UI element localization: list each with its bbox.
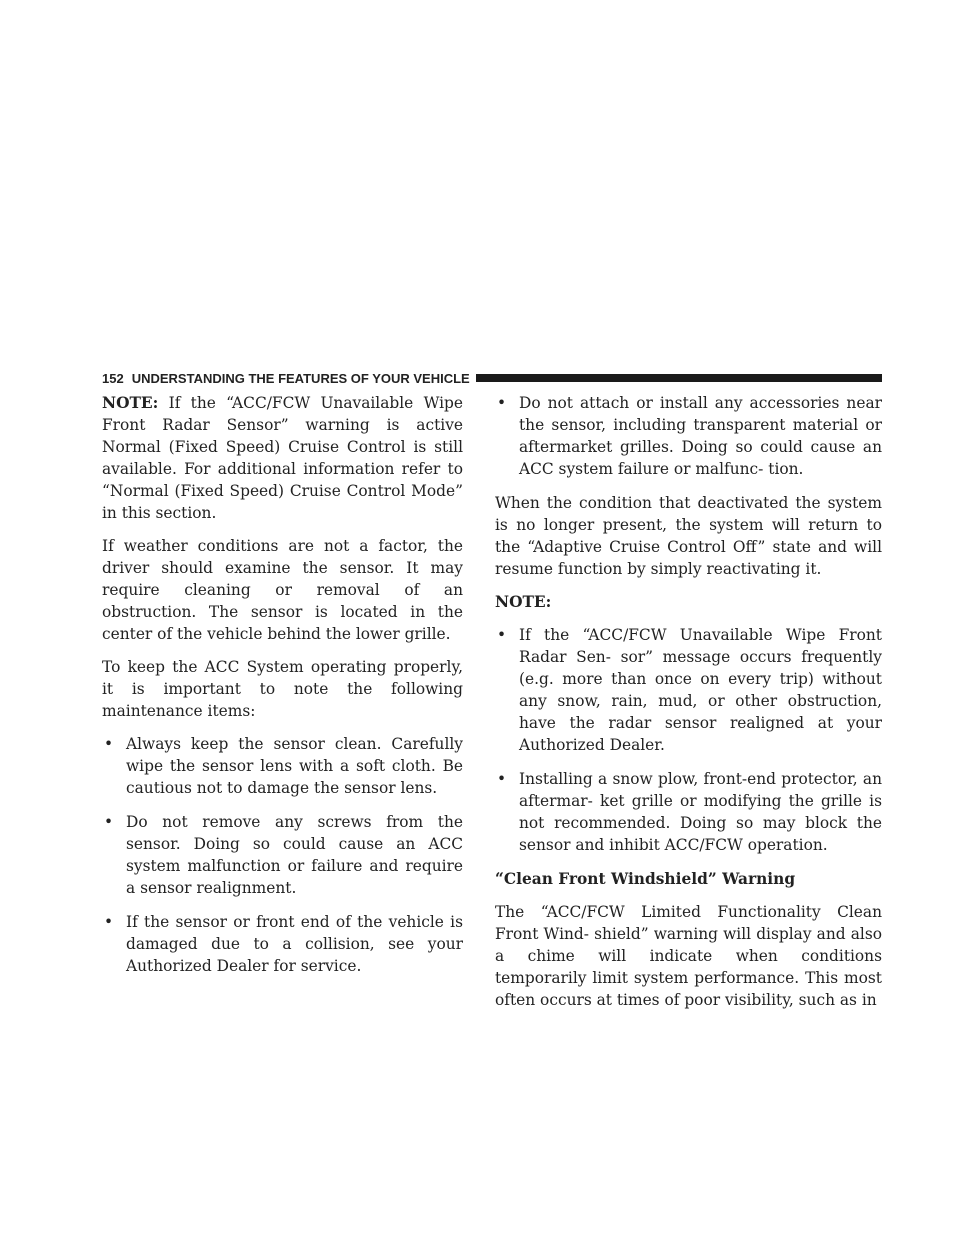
paragraph: If weather conditions are not a factor, the driver should examine the sensor. It may require cleaning or removal of an obstruction. The sensor is located in the center of the vehicle behind the lower grille. [102, 537, 463, 643]
bullet-icon: • [104, 913, 114, 931]
page-header [102, 370, 882, 386]
note-paragraph [102, 392, 463, 524]
list-item-text: Always keep the sensor clean. Carefully wipe the sensor lens with a soft cloth. Be cautious not to damage the sensor lens. [126, 735, 463, 797]
paragraph: When the condition that deactivated the system is no longer present, the system will return to the “Adaptive Cruise Control Off” state and will resume function by simply reactivating it. [495, 494, 882, 578]
paragraph: To keep the ACC System operating properly, it is important to note the following maintenance items: [102, 658, 463, 720]
header-rule [476, 374, 882, 382]
list-item-text: Do not remove any screws from the sensor. Doing so could cause an ACC system malfunction or failure and require a sensor realignment. [126, 813, 463, 897]
list-item-text: Installing a snow plow, front-end protector, an aftermar- ket grille or modifying the grille is not recommended. Doing so may block the sensor and inhibit ACC/FCW operation. [519, 770, 882, 854]
paragraph: The “ACC/FCW Limited Functionality Clean Front Wind- shield” warning will display and also a chime will indicate when conditions temporarily limit system performance. This most often occurs at times of poor visibility, such as in [495, 903, 882, 1009]
section-heading: “Clean Front Windshield” Warning [495, 870, 796, 888]
note-label: NOTE: [495, 593, 552, 611]
list-item [102, 811, 463, 899]
bullet-icon: • [104, 735, 114, 753]
page-number: 152 [102, 370, 124, 386]
note-text: If the “ACC/FCW Unavailable Wipe Front Radar Sensor” warning is active Normal (Fixed Speed) Cruise Control is still available. For additional information refer to “Normal (Fixed Speed) Cruise Control Mode” in this section. [102, 394, 463, 522]
bullet-icon: • [104, 813, 114, 831]
right-column [495, 392, 882, 1022]
left-column [102, 392, 463, 989]
bullet-icon: • [497, 394, 507, 412]
list-item [102, 733, 463, 799]
list-item-text: If the sensor or front end of the vehicle is damaged due to a collision, see your Authorized Dealer for service. [126, 913, 463, 975]
list-item [495, 768, 882, 856]
bullet-icon: • [497, 770, 507, 788]
note-label: NOTE: [102, 394, 159, 412]
list-item-text: Do not attach or install any accessories near the sensor, including transparent material or aftermarket grilles. Doing so could cause an ACC system failure or malfunc- tion. [519, 394, 882, 478]
list-item [102, 911, 463, 977]
list-item [495, 624, 882, 756]
bullet-icon: • [497, 626, 507, 644]
list-item [495, 392, 882, 480]
section-title: UNDERSTANDING THE FEATURES OF YOUR VEHICLE [131, 370, 470, 386]
list-item-text: If the “ACC/FCW Unavailable Wipe Front Radar Sen- sor” message occurs frequently (e.g. more than once on every trip) without any snow, rain, mud, or other obstruction, have the radar sensor realigned at your Authorized Dealer. [519, 626, 882, 754]
